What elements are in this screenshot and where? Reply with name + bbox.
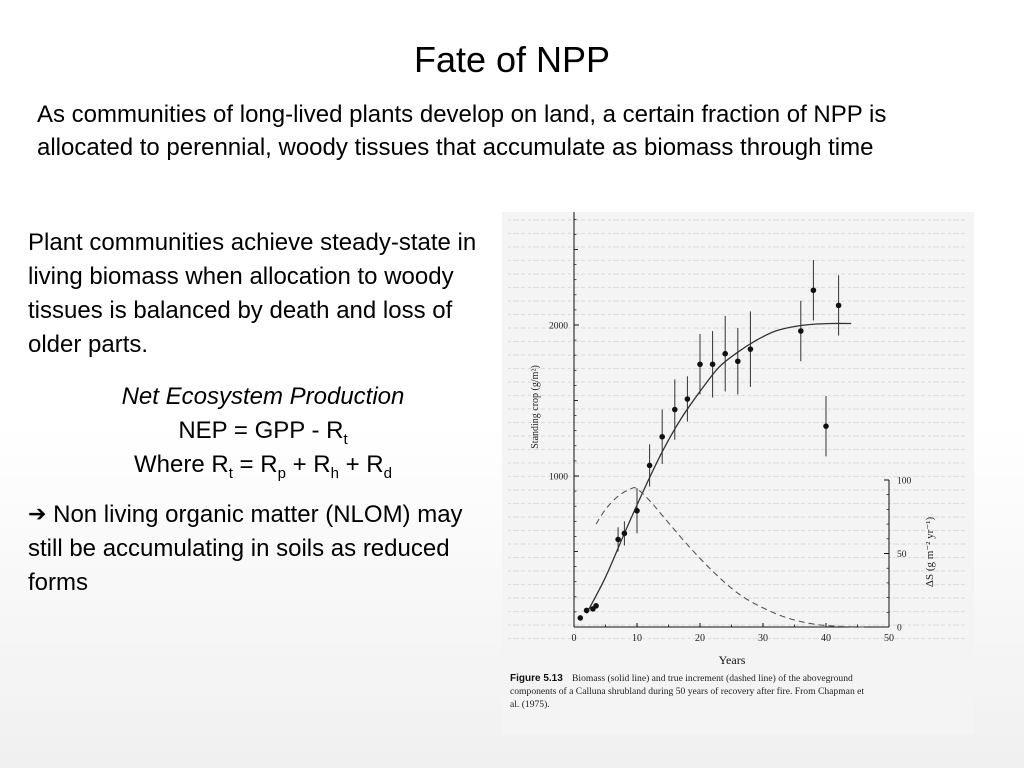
caption-line-1: Biomass (solid line) and true increment (dashed line) of the aboveground [572, 673, 853, 684]
chart-labels [549, 322, 912, 645]
sub-h: h [330, 465, 339, 482]
nep-formula [28, 414, 498, 448]
eq-rp: = R [232, 451, 278, 478]
data-point [685, 396, 691, 402]
y-axis-right-label: ΔS (g m⁻² yr⁻¹) [924, 516, 936, 588]
x-tick-label: 0 [571, 633, 577, 644]
x-tick-label: 30 [758, 633, 768, 644]
respiration-formula [28, 448, 498, 482]
slide-title: Fate of NPP [413, 39, 611, 80]
nlom-text: Non living organic matter (NLOM) may still be accumulating in soils as reduced forms [28, 501, 463, 596]
caption-figure-label: Figure 5.13 [510, 673, 563, 684]
data-point [578, 615, 584, 621]
data-point [735, 358, 741, 364]
biomass-chart [502, 212, 974, 734]
y-right-tick-label: 100 [897, 476, 912, 487]
left-column [28, 226, 498, 600]
nep-formula-lhs: NEP = GPP - R [178, 417, 344, 444]
data-point [811, 287, 817, 293]
arrow-right-icon: ➔ [28, 501, 47, 526]
sub-t: t [228, 465, 233, 482]
steady-state-text: Plant communities achieve steady-state in living biomass when allocation to woody tissues is balanced by death and loss of older parts. [28, 229, 477, 358]
sub-d: d [383, 465, 392, 482]
x-tick-label: 10 [632, 633, 642, 644]
x-tick-label: 50 [884, 633, 894, 644]
background-texture [508, 220, 968, 639]
x-tick-label: 20 [695, 633, 705, 644]
caption-line-2: components of a Calluna shrubland during 50 years of recovery after fire. From Chapman et [510, 686, 865, 697]
data-point [634, 508, 640, 514]
biomass-solid-line [587, 323, 852, 613]
data-point [722, 351, 728, 357]
data-point [584, 608, 590, 614]
intro-text: As communities of long-lived plants develop on land, a certain fraction of NPP is allocated to perennial, woody tissues that accumulate as biomass through time [37, 101, 887, 161]
data-point [748, 346, 754, 352]
sub-p: p [277, 465, 286, 482]
figure-panel [502, 212, 974, 734]
nep-heading: Net Ecosystem Production [121, 383, 405, 410]
data-point [622, 531, 628, 537]
x-tick-label: 40 [821, 633, 831, 644]
data-point [798, 328, 804, 334]
data-point [647, 463, 653, 469]
data-point [672, 407, 678, 413]
y-tick-label: 2000 [549, 321, 568, 332]
x-axis-label: Years [718, 653, 746, 667]
plus-rh: + R [285, 451, 331, 478]
y-axis-label: Standing crop (g/m²) [530, 365, 541, 449]
plus-rd: + R [338, 451, 384, 478]
data-point [823, 423, 829, 429]
y-right-tick-label: 0 [897, 623, 902, 634]
data-point [659, 434, 665, 440]
data-point [697, 361, 703, 367]
where-text: Where R [134, 451, 229, 478]
data-point [836, 303, 842, 309]
nep-formula-lhs-sub: t [343, 431, 348, 448]
data-point [710, 361, 716, 367]
caption-line-3: al. (1975). [510, 699, 550, 710]
data-point [615, 537, 621, 543]
nlom-paragraph [28, 498, 498, 600]
data-point [593, 603, 599, 609]
y-right-tick-label: 50 [897, 550, 907, 560]
y-tick-label: 1000 [549, 472, 568, 483]
